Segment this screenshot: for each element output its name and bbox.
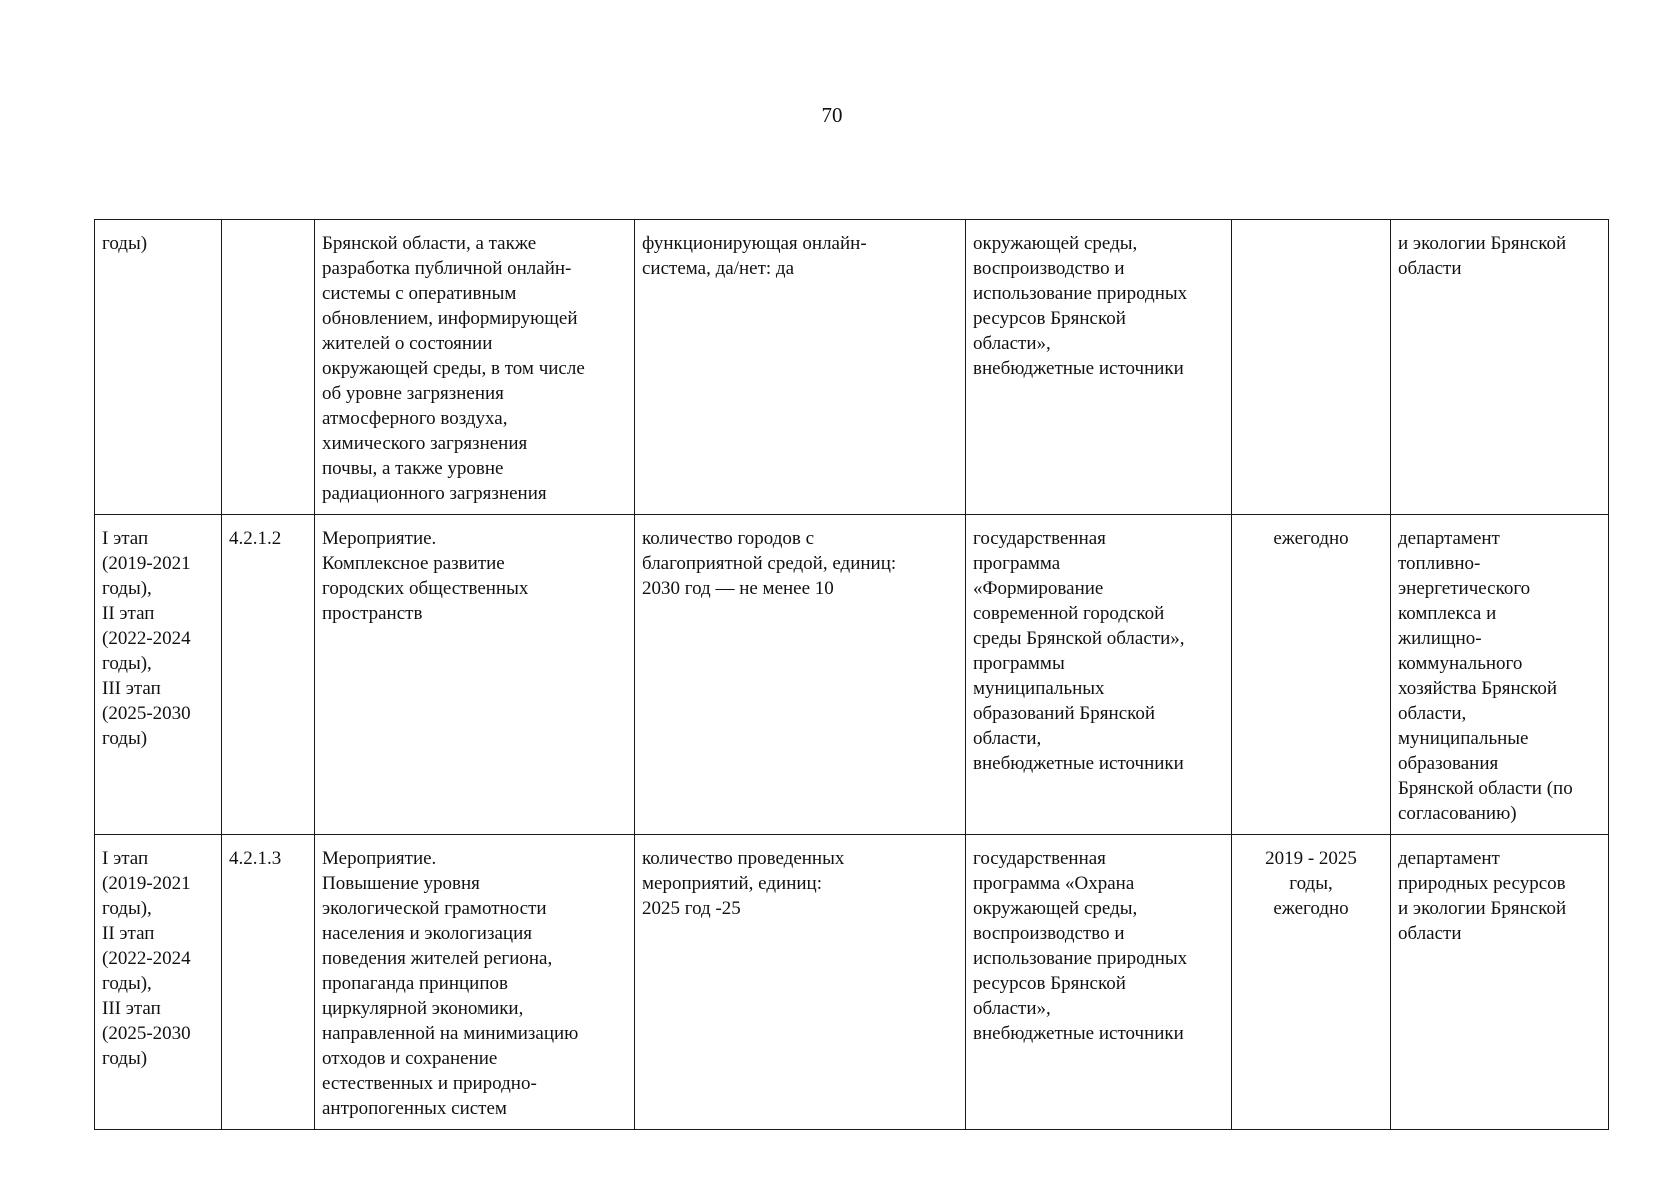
cell-indicator: функционирующая онлайн- система, да/нет: да [635, 220, 966, 515]
cell-term [1232, 220, 1391, 515]
cell-period: годы) [95, 220, 222, 515]
page-number: 70 [821, 103, 843, 127]
cell-indicator: количество проведенных мероприятий, единиц: 2025 год -25 [635, 835, 966, 1130]
program-actions-table [94, 219, 1609, 1130]
cell-responsible: департамент топливно- энергетического комплекса и жилищно- коммунального хозяйства Брянской области, муниципальные образования Брянской области (по согласованию) [1391, 515, 1609, 835]
cell-funding-source: государственная программа «Формирование современной городской среды Брянской области», программы муниципальных образований Брянской области, внебюджетные источники [966, 515, 1232, 835]
cell-indicator: количество городов с благоприятной средой, единиц: 2030 год — не менее 10 [635, 515, 966, 835]
cell-period: I этап (2019-2021 годы), II этап (2022-2024 годы), III этап (2025-2030 годы) [95, 835, 222, 1130]
cell-funding-source: окружающей среды, воспроизводство и использование природных ресурсов Брянской области», внебюджетные источники [966, 220, 1232, 515]
cell-funding-source: государственная программа «Охрана окружающей среды, воспроизводство и использование природных ресурсов Брянской области», внебюджетные источники [966, 835, 1232, 1130]
cell-code: 4.2.1.2 [222, 515, 315, 835]
cell-period: I этап (2019-2021 годы), II этап (2022-2024 годы), III этап (2025-2030 годы) [95, 515, 222, 835]
cell-term: ежегодно [1232, 515, 1391, 835]
cell-code: 4.2.1.3 [222, 835, 315, 1130]
cell-action: Брянской области, а также разработка публичной онлайн- системы с оперативным обновлением, информирующей жителей о состоянии окружающей среды, в том числе об уровне загрязнения атмосферного воздуха, химического загрязнения почвы, а также уровне радиационного загрязнения [315, 220, 635, 515]
cell-code [222, 220, 315, 515]
cell-term: 2019 - 2025 годы, ежегодно [1232, 835, 1391, 1130]
cell-action: Мероприятие. Повышение уровня экологической грамотности населения и экологизация поведения жителей региона, пропаганда принципов циркулярной экономики, направленной на минимизацию отходов и сохранение естественных и природно- антропогенных систем [315, 835, 635, 1130]
table-row [95, 220, 1609, 515]
table-row [95, 835, 1609, 1130]
cell-action: Мероприятие. Комплексное развитие городских общественных пространств [315, 515, 635, 835]
table-row [95, 515, 1609, 835]
cell-responsible: департамент природных ресурсов и экологии Брянской области [1391, 835, 1609, 1130]
cell-responsible: и экологии Брянской области [1391, 220, 1609, 515]
